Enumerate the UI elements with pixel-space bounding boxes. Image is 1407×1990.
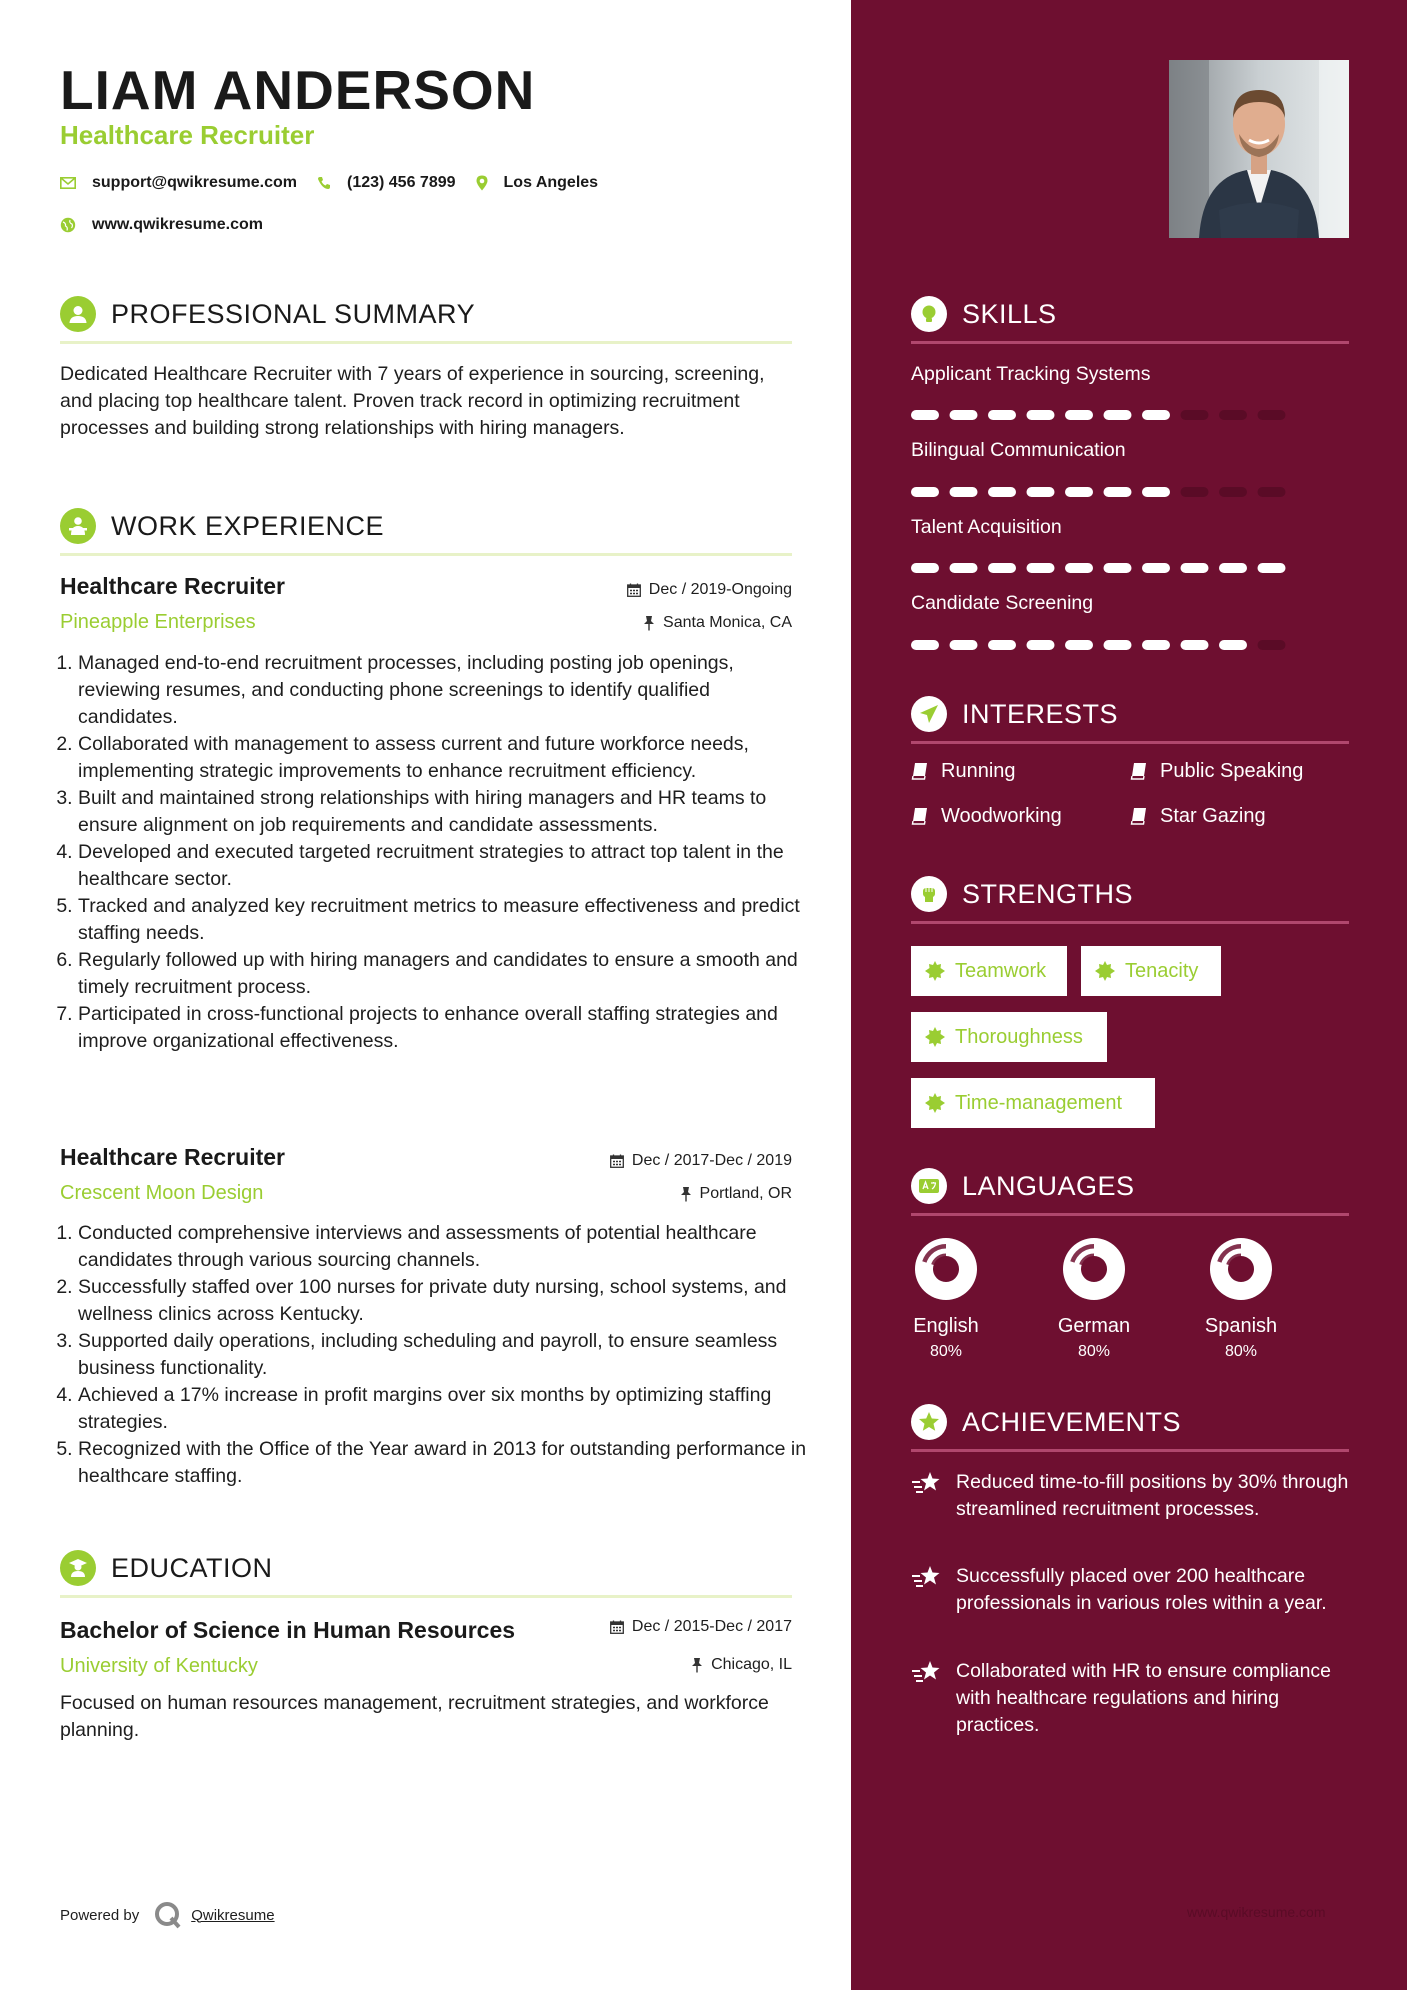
education-location xyxy=(691,1655,792,1675)
achievement-text: Collaborated with HR to ensure compliance with healthcare regulations and hiring practices. xyxy=(956,1660,1332,1736)
language-name: English xyxy=(913,1315,979,1337)
skill-name: Applicant Tracking Systems xyxy=(911,363,1151,385)
job-1-location-text: Santa Monica, CA xyxy=(663,614,792,631)
achievement-item xyxy=(911,1469,1349,1551)
briefcase-user-icon xyxy=(60,508,96,544)
translate-icon xyxy=(911,1168,947,1204)
language-item xyxy=(1181,1234,1301,1363)
qwikresume-link[interactable]: Qwikresume xyxy=(191,1906,275,1924)
job-1-date-text: Dec / 2019-Ongoing xyxy=(648,581,792,598)
achievements-section-header xyxy=(911,1404,1349,1454)
job-2-duty: 2. Successfully staffed over 100 nurses for private duty nursing, school systems, and wellness clinics across Kentucky. xyxy=(78,1274,810,1328)
job-1-duty: 1. Managed end-to-end recruitment processes, including posting job openings, reviewing resumes, and conducting phone screenings to identify qualified candidates. xyxy=(78,650,810,731)
interest-label: Star Gazing xyxy=(1160,805,1266,827)
book-icon xyxy=(1130,762,1148,780)
strength-chip xyxy=(1081,946,1221,996)
job-2-role: Healthcare Recruiter xyxy=(60,1144,285,1170)
strength-label: Teamwork xyxy=(955,959,1047,982)
skill-dash-filled xyxy=(1027,563,1055,573)
interest-item xyxy=(911,758,1016,784)
contact-website[interactable] xyxy=(60,216,263,234)
skill-dash-filled xyxy=(1104,563,1132,573)
interest-item xyxy=(911,803,1062,829)
skill-dash-filled xyxy=(911,640,939,650)
ring-hole xyxy=(1228,1256,1254,1282)
interest-label: Running xyxy=(941,760,1016,782)
skills-heading: SKILLS xyxy=(962,299,1057,329)
interest-item xyxy=(1130,758,1303,784)
skill-dash-filled xyxy=(1258,563,1286,573)
strength-label: Thoroughness xyxy=(955,1025,1083,1048)
strengths-divider xyxy=(911,921,1349,924)
skill-dash-filled xyxy=(1027,640,1055,650)
shooting-star-icon xyxy=(911,1471,943,1497)
skill-name: Talent Acquisition xyxy=(911,516,1062,538)
calendar-icon xyxy=(610,1620,624,1634)
interests-divider xyxy=(911,741,1349,744)
language-level: 80% xyxy=(1224,1343,1258,1360)
contact-email[interactable] xyxy=(60,174,297,192)
skill-dash-filled xyxy=(988,410,1016,420)
calendar-icon xyxy=(627,583,641,597)
job-1-duty: 2. Collaborated with management to assess current and future workforce needs, implementing strategic improvements to enhance recruitment efficiency. xyxy=(78,731,810,785)
interest-item xyxy=(1130,803,1266,829)
powered-by xyxy=(60,1900,275,1930)
job-1-date xyxy=(627,580,792,600)
experience-heading: WORK EXPERIENCE xyxy=(111,511,385,541)
strengths-heading: STRENGTHS xyxy=(962,879,1134,909)
language-item xyxy=(1034,1234,1154,1363)
strengths-section-header xyxy=(911,876,1349,926)
skill-dash-empty xyxy=(1181,410,1209,420)
skill-dash-filled xyxy=(911,410,939,420)
phone-text: (123) 456 7899 xyxy=(346,174,456,191)
skill-dash-filled xyxy=(1104,487,1132,497)
job-2-location xyxy=(680,1184,792,1204)
education-heading: EDUCATION xyxy=(111,1553,273,1583)
achievement-text: Reduced time-to-fill positions by 30% through streamlined recruitment processes. xyxy=(956,1471,1349,1520)
language-name: Spanish xyxy=(1204,1315,1278,1337)
job-2-duties xyxy=(60,1220,810,1490)
skill-dash-filled xyxy=(1142,640,1170,650)
summary-heading: PROFESSIONAL SUMMARY xyxy=(111,299,476,329)
skill-dash-filled xyxy=(1065,563,1093,573)
strength-label: Time-management xyxy=(955,1091,1123,1114)
pushpin-icon xyxy=(680,1186,692,1202)
pushpin-icon xyxy=(643,615,655,631)
badge-star-icon xyxy=(1095,961,1115,981)
contact-location xyxy=(476,174,599,192)
achievement-item xyxy=(911,1658,1349,1740)
skill-dash-filled xyxy=(1219,563,1247,573)
education-section-header xyxy=(60,1550,792,1600)
email-text: support@qwikresume.com xyxy=(92,174,297,191)
achievements-heading: ACHIEVEMENTS xyxy=(962,1407,1182,1437)
skill-dash-filled xyxy=(1181,640,1209,650)
job-1-duty: 3. Built and maintained strong relationships with hiring managers and HR teams to ensure alignment on job requirements and candidate assessments. xyxy=(78,785,810,839)
skill-dash-empty xyxy=(1181,487,1209,497)
skill-dash-empty xyxy=(1258,410,1286,420)
language-level: 80% xyxy=(1077,1343,1111,1360)
languages-divider xyxy=(911,1213,1349,1216)
job-1-duty: 6. Regularly followed up with hiring managers and candidates to ensure a smooth and timely recruitment process. xyxy=(78,947,810,1001)
skill-dash-filled xyxy=(950,640,978,650)
experience-section-header xyxy=(60,508,792,558)
achievements-divider xyxy=(911,1449,1349,1452)
language-level: 80% xyxy=(929,1343,963,1360)
education-date xyxy=(610,1617,792,1637)
skill-dash-filled xyxy=(1065,410,1093,420)
skill-dash-filled xyxy=(1027,410,1055,420)
job-1-role: Healthcare Recruiter xyxy=(60,573,285,599)
skill-dash-filled xyxy=(1142,410,1170,420)
shooting-star-icon xyxy=(911,1565,943,1591)
book-icon xyxy=(911,762,929,780)
job-1-duty: 5. Tracked and analyzed key recruitment metrics to measure effectiveness and predict staffing needs. xyxy=(78,893,810,947)
strength-chip xyxy=(911,1078,1155,1128)
summary-section-header xyxy=(60,296,792,346)
skill-dash-empty xyxy=(1219,410,1247,420)
skill-dash-filled xyxy=(1065,487,1093,497)
globe-icon xyxy=(60,217,76,233)
job-1-company: Pineapple Enterprises xyxy=(60,611,256,633)
skill-dash-filled xyxy=(950,410,978,420)
skill-dash-filled xyxy=(911,487,939,497)
skill-dash-empty xyxy=(1219,487,1247,497)
powered-by-label: Powered by xyxy=(60,1906,140,1924)
language-item xyxy=(886,1234,1006,1363)
language-proficiency-ring xyxy=(911,1234,981,1304)
skill-dash-filled xyxy=(1065,640,1093,650)
interest-label: Public Speaking xyxy=(1160,760,1304,782)
fist-icon xyxy=(911,876,947,912)
location-text: Los Angeles xyxy=(503,174,599,191)
skill-level-bar xyxy=(911,487,1291,497)
skill-dash-filled xyxy=(1104,640,1132,650)
book-icon xyxy=(1130,807,1148,825)
achievement-item xyxy=(911,1563,1349,1645)
map-pin-icon xyxy=(476,175,488,191)
job-1-duty: 7. Participated in cross-functional projects to enhance overall staffing strategies and improve organizational effectiveness. xyxy=(78,1001,810,1055)
skill-level-bar xyxy=(911,563,1291,573)
skill-dash-filled xyxy=(988,487,1016,497)
skill-dash-filled xyxy=(1142,563,1170,573)
language-name: German xyxy=(1057,1315,1131,1337)
education-date-text: Dec / 2015-Dec / 2017 xyxy=(631,1618,792,1635)
ring-hole xyxy=(1081,1256,1107,1282)
job-1-location xyxy=(643,613,792,633)
skill-dash-filled xyxy=(950,487,978,497)
profile-photo xyxy=(1169,60,1349,238)
graduate-icon xyxy=(60,1550,96,1586)
lightbulb-icon xyxy=(911,296,947,332)
interests-section-header xyxy=(911,696,1349,746)
candidate-name: LIAM ANDERSON xyxy=(60,59,536,121)
summary-divider xyxy=(60,341,792,344)
envelope-icon xyxy=(60,177,76,189)
paper-plane-icon xyxy=(911,696,947,732)
award-star-icon xyxy=(911,1404,947,1440)
skill-dash-filled xyxy=(1181,563,1209,573)
languages-section-header xyxy=(911,1168,1349,1218)
badge-star-icon xyxy=(925,961,945,981)
job-2-location-text: Portland, OR xyxy=(699,1185,792,1202)
badge-star-icon xyxy=(925,1093,945,1113)
job-2-company: Crescent Moon Design xyxy=(60,1182,264,1204)
skill-dash-filled xyxy=(1219,640,1247,650)
skill-dash-filled xyxy=(988,563,1016,573)
skill-dash-empty xyxy=(1258,487,1286,497)
education-divider xyxy=(60,1595,792,1598)
footer-website[interactable]: www.qwikresume.com xyxy=(1187,1904,1326,1920)
qwikresume-logo-icon xyxy=(153,1900,183,1930)
ring-hole xyxy=(933,1256,959,1282)
job-2-duty: 3. Supported daily operations, including scheduling and payroll, to ensure seamless business functionality. xyxy=(78,1328,810,1382)
education-degree: Bachelor of Science in Human Resources xyxy=(60,1617,516,1643)
language-proficiency-ring xyxy=(1206,1234,1276,1304)
skill-name: Bilingual Communication xyxy=(911,439,1126,461)
contact-row xyxy=(60,174,618,192)
skill-dash-filled xyxy=(988,640,1016,650)
calendar-icon xyxy=(610,1154,624,1168)
summary-text: Dedicated Healthcare Recruiter with 7 years of experience in sourcing, screening, and placing top healthcare talent. Proven track record in optimizing recruitment processes and building strong relationships with hiring managers. xyxy=(60,363,765,439)
language-proficiency-ring xyxy=(1059,1234,1129,1304)
skill-dash-filled xyxy=(1142,487,1170,497)
pushpin-icon xyxy=(691,1657,703,1673)
job-2-duty: 1. Conducted comprehensive interviews and assessments of potential healthcare candidates through various sourcing channels. xyxy=(78,1220,810,1274)
website-text: www.qwikresume.com xyxy=(92,216,264,233)
interest-label: Woodworking xyxy=(941,805,1062,827)
job-2-date xyxy=(610,1151,792,1171)
candidate-title: Healthcare Recruiter xyxy=(60,120,315,150)
strength-chip xyxy=(911,1012,1107,1062)
experience-divider xyxy=(60,553,792,556)
strength-label: Tenacity xyxy=(1125,959,1199,982)
contact-phone[interactable] xyxy=(317,174,456,192)
skills-divider xyxy=(911,341,1349,344)
skill-dash-empty xyxy=(1258,640,1286,650)
strength-chip xyxy=(911,946,1067,996)
education-location-text: Chicago, IL xyxy=(711,1656,792,1673)
skill-dash-filled xyxy=(1104,410,1132,420)
skill-dash-filled xyxy=(1027,487,1055,497)
interests-heading: INTERESTS xyxy=(962,699,1119,729)
education-school: University of Kentucky xyxy=(60,1655,258,1677)
job-1-duties xyxy=(60,650,810,1055)
skill-dash-filled xyxy=(911,563,939,573)
user-icon xyxy=(60,296,96,332)
job-2-duty: 5. Recognized with the Office of the Year award in 2013 for outstanding performance in healthcare staffing. xyxy=(78,1436,810,1490)
education-description: Focused on human resources management, recruitment strategies, and workforce planning. xyxy=(60,1692,769,1741)
skills-section-header xyxy=(911,296,1349,346)
skill-name: Candidate Screening xyxy=(911,592,1094,614)
job-2-duty: 4. Achieved a 17% increase in profit margins over six months by optimizing staffing strategies. xyxy=(78,1382,810,1436)
job-1-duty: 4. Developed and executed targeted recruitment strategies to attract top talent in the healthcare sector. xyxy=(78,839,810,893)
skill-level-bar xyxy=(911,640,1291,650)
skill-dash-filled xyxy=(950,563,978,573)
job-2-date-text: Dec / 2017-Dec / 2019 xyxy=(631,1152,792,1169)
skill-level-bar xyxy=(911,410,1291,420)
languages-heading: LANGUAGES xyxy=(962,1171,1135,1201)
shooting-star-icon xyxy=(911,1660,943,1686)
book-icon xyxy=(911,807,929,825)
achievement-text: Successfully placed over 200 healthcare professionals in various roles within a year. xyxy=(956,1565,1327,1614)
phone-icon xyxy=(317,176,331,190)
badge-star-icon xyxy=(925,1027,945,1047)
